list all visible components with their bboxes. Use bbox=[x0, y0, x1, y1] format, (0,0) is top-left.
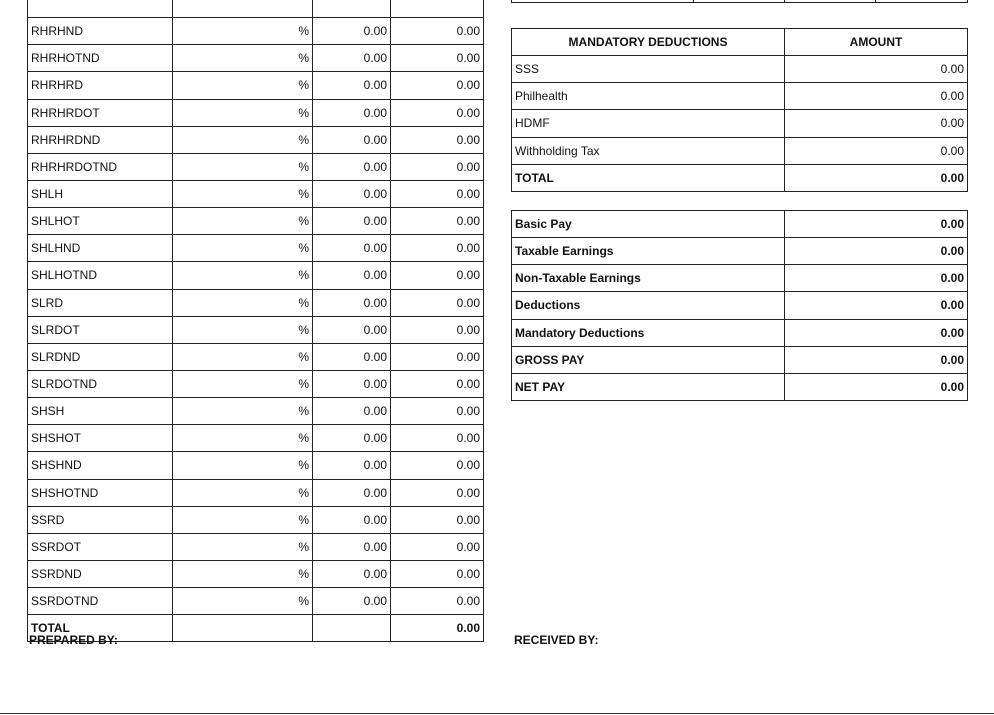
earnings-amount: 0.00 bbox=[391, 533, 484, 560]
earnings-amount: 0.00 bbox=[391, 316, 484, 343]
earnings-unit: % bbox=[173, 126, 313, 153]
earnings-unit: % bbox=[173, 153, 313, 180]
earnings-code: SLRDOT bbox=[28, 316, 173, 343]
summary-label: NET PAY bbox=[512, 373, 785, 400]
earnings-unit: % bbox=[173, 18, 313, 45]
earnings-amount bbox=[391, 0, 484, 18]
earnings-rate: 0.00 bbox=[313, 208, 391, 235]
deduction-amount: 0.00 bbox=[785, 137, 968, 164]
earnings-rate: 0.00 bbox=[313, 72, 391, 99]
earnings-unit: % bbox=[173, 289, 313, 316]
earnings-code: SHLHND bbox=[28, 235, 173, 262]
earnings-total-label: TOTAL bbox=[28, 615, 173, 642]
deduction-label: SSS bbox=[512, 56, 785, 83]
table-row bbox=[28, 452, 484, 479]
earnings-code: SLRDOTND bbox=[28, 370, 173, 397]
summary-label: Non-Taxable Earnings bbox=[512, 265, 785, 292]
earnings-unit: % bbox=[173, 452, 313, 479]
earnings-table bbox=[27, 0, 484, 642]
deduction-amount: 0.00 bbox=[785, 56, 968, 83]
deduction-amount: 0.00 bbox=[785, 110, 968, 137]
earnings-rate: 0.00 bbox=[313, 560, 391, 587]
earnings-unit: % bbox=[173, 506, 313, 533]
earnings-code: RHRHOTND bbox=[28, 45, 173, 72]
pay-summary-body bbox=[512, 211, 968, 401]
mandatory-deductions-total-amount: 0.00 bbox=[785, 164, 968, 191]
earnings-amount: 0.00 bbox=[391, 18, 484, 45]
earnings-rate: 0.00 bbox=[313, 343, 391, 370]
earnings-unit: % bbox=[173, 533, 313, 560]
earnings-rate: 0.00 bbox=[313, 398, 391, 425]
earnings-total-amount: 0.00 bbox=[391, 615, 484, 642]
earnings-unit: % bbox=[173, 208, 313, 235]
table-row bbox=[28, 235, 484, 262]
table-row bbox=[28, 343, 484, 370]
deduction-label: Withholding Tax bbox=[512, 137, 785, 164]
earnings-rate bbox=[313, 0, 391, 18]
stub-cell bbox=[876, 0, 968, 3]
earnings-rate: 0.00 bbox=[313, 180, 391, 207]
table-row bbox=[28, 126, 484, 153]
earnings-code: SHLH bbox=[28, 180, 173, 207]
earnings-rate: 0.00 bbox=[313, 370, 391, 397]
earnings-unit: % bbox=[173, 180, 313, 207]
summary-amount: 0.00 bbox=[785, 373, 968, 400]
earnings-total-rate bbox=[313, 615, 391, 642]
earnings-unit: % bbox=[173, 235, 313, 262]
earnings-amount: 0.00 bbox=[391, 506, 484, 533]
table-row bbox=[28, 506, 484, 533]
earnings-code: SSRDOTND bbox=[28, 588, 173, 615]
earnings-rate: 0.00 bbox=[313, 588, 391, 615]
mandatory-deductions-table bbox=[511, 28, 968, 192]
earnings-rate: 0.00 bbox=[313, 506, 391, 533]
earnings-amount: 0.00 bbox=[391, 343, 484, 370]
table-row bbox=[28, 398, 484, 425]
table-row bbox=[28, 99, 484, 126]
earnings-code: SHLHOTND bbox=[28, 262, 173, 289]
earnings-amount: 0.00 bbox=[391, 72, 484, 99]
table-row bbox=[512, 56, 968, 83]
earnings-code: SLRD bbox=[28, 289, 173, 316]
earnings-amount: 0.00 bbox=[391, 126, 484, 153]
deduction-label: Philhealth bbox=[512, 83, 785, 110]
earnings-unit: % bbox=[173, 588, 313, 615]
earnings-code: SHSH bbox=[28, 398, 173, 425]
summary-label: GROSS PAY bbox=[512, 346, 785, 373]
previous-table-stub bbox=[511, 0, 968, 3]
table-row bbox=[512, 83, 968, 110]
mandatory-deductions-header-row bbox=[512, 29, 968, 56]
earnings-unit: % bbox=[173, 72, 313, 99]
table-row bbox=[28, 479, 484, 506]
earnings-code: SHSHOT bbox=[28, 425, 173, 452]
table-row bbox=[28, 316, 484, 343]
prepared-by-label: PREPARED BY: bbox=[29, 633, 118, 647]
earnings-total-unit bbox=[173, 615, 313, 642]
earnings-amount: 0.00 bbox=[391, 588, 484, 615]
earnings-code bbox=[28, 0, 173, 18]
deduction-amount: 0.00 bbox=[785, 83, 968, 110]
earnings-code: SSRDOT bbox=[28, 533, 173, 560]
amount-header: AMOUNT bbox=[785, 29, 968, 56]
earnings-table-body bbox=[28, 0, 484, 615]
earnings-code: RHRHND bbox=[28, 18, 173, 45]
summary-label: Mandatory Deductions bbox=[512, 319, 785, 346]
earnings-unit: % bbox=[173, 370, 313, 397]
summary-amount: 0.00 bbox=[785, 319, 968, 346]
table-row bbox=[512, 373, 968, 400]
table-row bbox=[512, 238, 968, 265]
earnings-amount: 0.00 bbox=[391, 180, 484, 207]
table-row bbox=[28, 370, 484, 397]
mandatory-deductions-header: MANDATORY DEDUCTIONS bbox=[512, 29, 785, 56]
earnings-unit: % bbox=[173, 99, 313, 126]
earnings-rate: 0.00 bbox=[313, 262, 391, 289]
pay-summary-table bbox=[511, 210, 968, 401]
earnings-rate: 0.00 bbox=[313, 235, 391, 262]
table-row bbox=[512, 137, 968, 164]
earnings-amount: 0.00 bbox=[391, 452, 484, 479]
earnings-amount: 0.00 bbox=[391, 370, 484, 397]
earnings-amount: 0.00 bbox=[391, 208, 484, 235]
summary-amount: 0.00 bbox=[785, 238, 968, 265]
earnings-rate: 0.00 bbox=[313, 289, 391, 316]
summary-amount: 0.00 bbox=[785, 211, 968, 238]
deduction-label: HDMF bbox=[512, 110, 785, 137]
earnings-code: SHSHOTND bbox=[28, 479, 173, 506]
table-row bbox=[512, 292, 968, 319]
mandatory-deductions-body bbox=[512, 56, 968, 165]
earnings-amount: 0.00 bbox=[391, 398, 484, 425]
stub-cell bbox=[694, 0, 785, 3]
received-by-label: RECEIVED BY: bbox=[514, 633, 599, 647]
table-row bbox=[28, 425, 484, 452]
table-row bbox=[28, 533, 484, 560]
mandatory-deductions-total-row bbox=[512, 164, 968, 191]
earnings-unit: % bbox=[173, 316, 313, 343]
earnings-rate: 0.00 bbox=[313, 316, 391, 343]
earnings-rate: 0.00 bbox=[313, 533, 391, 560]
earnings-code: RHRHRDOT bbox=[28, 99, 173, 126]
earnings-code: SLRDND bbox=[28, 343, 173, 370]
table-row bbox=[28, 588, 484, 615]
earnings-code: RHRHRD bbox=[28, 72, 173, 99]
summary-label: Basic Pay bbox=[512, 211, 785, 238]
earnings-amount: 0.00 bbox=[391, 289, 484, 316]
earnings-amount: 0.00 bbox=[391, 262, 484, 289]
table-row bbox=[28, 208, 484, 235]
earnings-amount: 0.00 bbox=[391, 45, 484, 72]
earnings-code: RHRHRDOTND bbox=[28, 153, 173, 180]
stub-cell bbox=[785, 0, 876, 3]
earnings-amount: 0.00 bbox=[391, 479, 484, 506]
table-row bbox=[512, 265, 968, 292]
earnings-rate: 0.00 bbox=[313, 18, 391, 45]
earnings-rate: 0.00 bbox=[313, 126, 391, 153]
earnings-rate: 0.00 bbox=[313, 479, 391, 506]
table-row bbox=[28, 180, 484, 207]
earnings-rate: 0.00 bbox=[313, 452, 391, 479]
table-row bbox=[28, 289, 484, 316]
table-row bbox=[512, 211, 968, 238]
earnings-unit: % bbox=[173, 262, 313, 289]
table-row bbox=[512, 0, 968, 3]
earnings-amount: 0.00 bbox=[391, 153, 484, 180]
earnings-unit: % bbox=[173, 343, 313, 370]
summary-label: Taxable Earnings bbox=[512, 238, 785, 265]
earnings-code: SHLHOT bbox=[28, 208, 173, 235]
earnings-unit: % bbox=[173, 479, 313, 506]
earnings-amount: 0.00 bbox=[391, 425, 484, 452]
mandatory-deductions-total-label: TOTAL bbox=[512, 164, 785, 191]
table-row bbox=[28, 45, 484, 72]
earnings-rate: 0.00 bbox=[313, 153, 391, 180]
earnings-amount: 0.00 bbox=[391, 235, 484, 262]
table-row bbox=[28, 0, 484, 18]
earnings-code: SSRDND bbox=[28, 560, 173, 587]
summary-amount: 0.00 bbox=[785, 292, 968, 319]
page-bottom-rule bbox=[0, 713, 994, 714]
earnings-unit: % bbox=[173, 398, 313, 425]
earnings-rate: 0.00 bbox=[313, 45, 391, 72]
earnings-code: SHSHND bbox=[28, 452, 173, 479]
earnings-unit: % bbox=[173, 45, 313, 72]
table-row bbox=[28, 18, 484, 45]
table-row bbox=[28, 560, 484, 587]
earnings-rate: 0.00 bbox=[313, 425, 391, 452]
table-row bbox=[28, 262, 484, 289]
table-row bbox=[512, 346, 968, 373]
earnings-code: RHRHRDND bbox=[28, 126, 173, 153]
earnings-unit: % bbox=[173, 425, 313, 452]
table-row bbox=[28, 153, 484, 180]
summary-amount: 0.00 bbox=[785, 346, 968, 373]
summary-amount: 0.00 bbox=[785, 265, 968, 292]
earnings-amount: 0.00 bbox=[391, 99, 484, 126]
earnings-amount: 0.00 bbox=[391, 560, 484, 587]
stub-cell bbox=[512, 0, 694, 3]
table-row bbox=[512, 110, 968, 137]
earnings-rate: 0.00 bbox=[313, 99, 391, 126]
table-row bbox=[28, 72, 484, 99]
earnings-unit: % bbox=[173, 560, 313, 587]
earnings-code: SSRD bbox=[28, 506, 173, 533]
earnings-unit bbox=[173, 0, 313, 18]
summary-label: Deductions bbox=[512, 292, 785, 319]
table-row bbox=[512, 319, 968, 346]
